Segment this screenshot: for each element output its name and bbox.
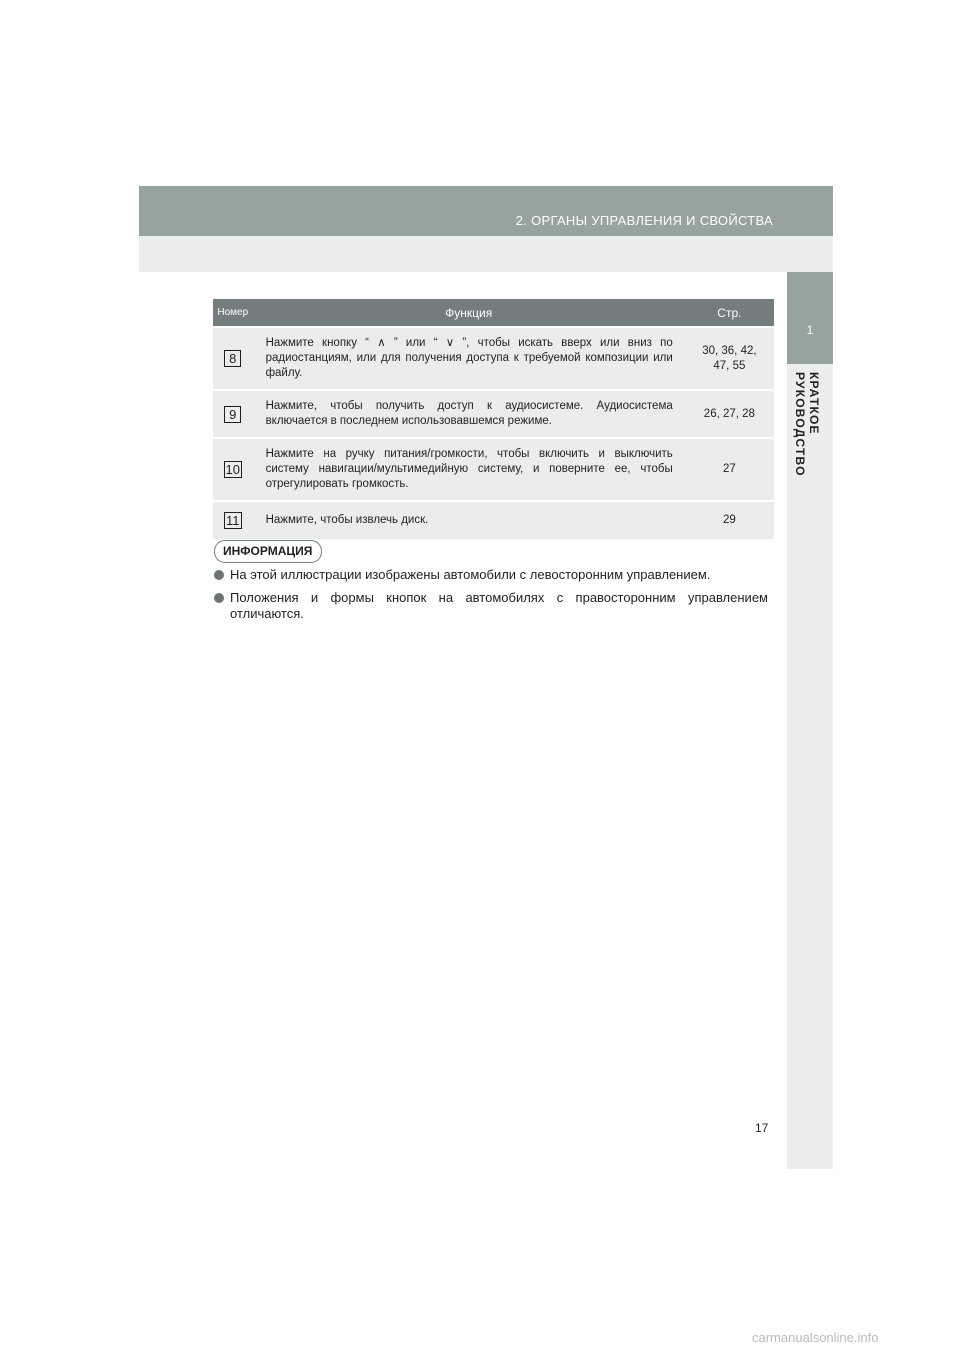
table-row	[213, 390, 774, 438]
column-header-function: Функция	[253, 299, 685, 327]
row-page-cell: 26, 27, 28	[685, 390, 774, 438]
function-table	[213, 299, 774, 539]
bullet-dot-icon	[214, 570, 224, 580]
header-band	[139, 186, 833, 236]
key-number-10: 10	[225, 462, 241, 477]
row-function-cell: Нажмите, чтобы извлечь диск.	[253, 501, 685, 539]
bullet-dot-icon	[214, 593, 224, 603]
chapter-label: КРАТКОЕ РУКОВОДСТВО	[793, 372, 821, 477]
row-number-cell	[213, 327, 253, 390]
list-item	[214, 567, 768, 583]
table-row	[213, 438, 774, 501]
info-text: Положения и формы кнопок на автомобилях с правосторонним управлением отличаются.	[230, 590, 768, 621]
table-header-row	[213, 299, 774, 327]
row-number-cell	[213, 438, 253, 501]
key-number-9: 9	[224, 406, 241, 423]
info-text: На этой иллюстрации изображены автомобили с левосторонним управлением.	[230, 567, 711, 582]
column-header-page: Стр.	[685, 299, 774, 327]
key-number-8: 8	[224, 350, 241, 367]
row-page-cell: 27	[685, 438, 774, 501]
watermark-text: carmanualsonline.info	[752, 1330, 879, 1345]
row-function-cell: Нажмите кнопку “ ∧ ” или “ ∨ ”, чтобы искать вверх или вниз по радиостанциям, или для получения доступа к требуемой композиции или файлу.	[253, 327, 685, 390]
section-title: 2. ОРГАНЫ УПРАВЛЕНИЯ И СВОЙСТВА	[515, 213, 773, 228]
chapter-tab[interactable]	[787, 272, 833, 364]
row-page-cell: 29	[685, 501, 774, 539]
list-item	[214, 590, 768, 622]
info-badge: ИНФОРМАЦИЯ	[214, 540, 322, 563]
table-row	[213, 327, 774, 390]
column-header-number: Номер	[213, 299, 253, 327]
row-function-cell: Нажмите, чтобы получить доступ к аудиосистеме. Аудиосистема включается в последнем использовавшемся режиме.	[253, 390, 685, 438]
chapter-number: 1	[806, 323, 814, 337]
row-function-cell: Нажмите на ручку питания/громкости, чтобы включить и выключить систему навигации/мультимедийную систему, и поверните ее, чтобы отрегулировать громкость.	[253, 438, 685, 501]
table-row	[213, 501, 774, 539]
row-page-cell: 30, 36, 42, 47, 55	[685, 327, 774, 390]
row-number-cell	[213, 390, 253, 438]
header-strip	[139, 236, 833, 272]
page-number: 17	[755, 1121, 769, 1135]
row-number-cell	[213, 501, 253, 539]
key-number-11: 11	[226, 513, 240, 528]
info-list	[214, 567, 768, 629]
